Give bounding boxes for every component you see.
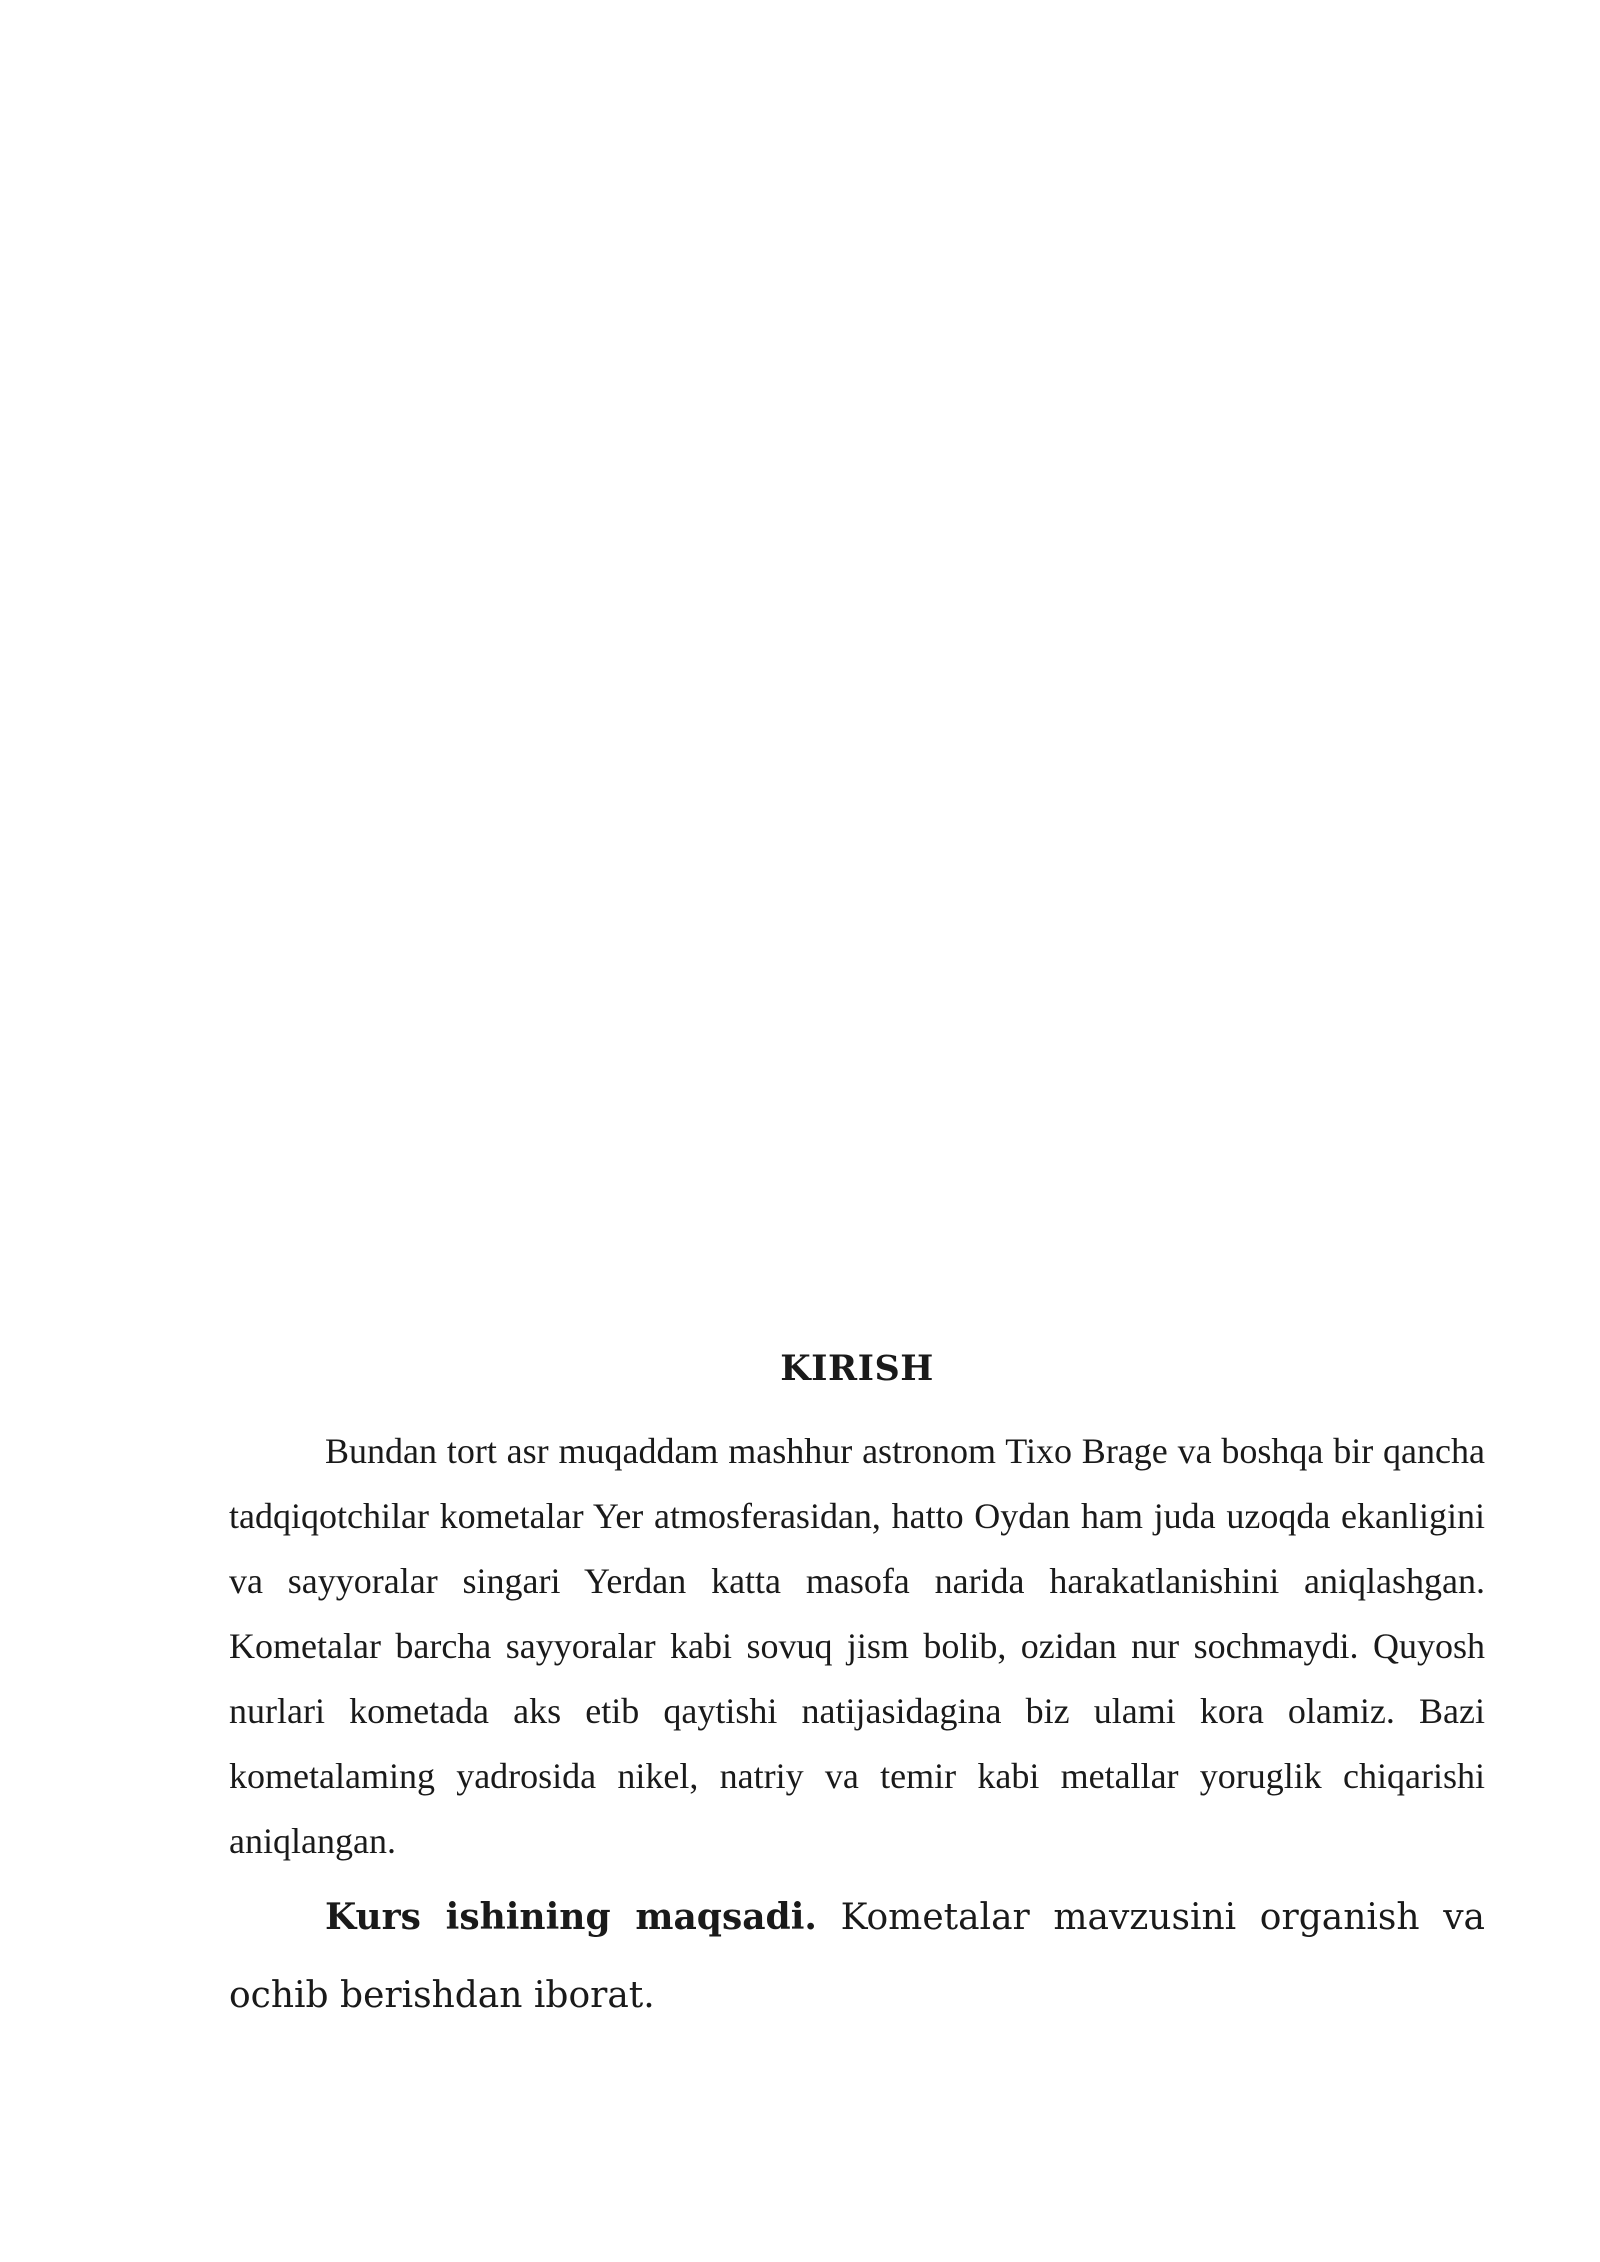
intro-paragraph: Bundan tort asr muqaddam mashhur astronom Tixo Brage va boshqa bir qancha tadqiqotchilar kometalar Yer atmosferasidan, hatto Oydan ham juda uzoqda ekanligini va sayyoralar singari Yerdan katta masofa narida harakatlanishini aniqlashgan. Kometalar barcha sayyoralar kabi sovuq jism bolib, ozidan nur sochmaydi. Quyosh nurlari kometada aks etib qaytishi natijasidagina biz ulami kora olamiz. Bazi kometalaming yadrosida nikel, natriy va temir kabi metallar yoruglik chiqarishi aniqlangan. [229,1431,1485,1861]
section-heading: KIRISH [780,1348,934,1389]
document-body [229,1348,1485,2035]
aim-label: Kurs ishining maqsadi. [325,1896,817,1938]
aim-text: Kometalar mavzusini organish va ochib berishdan iborat. [229,1897,1485,2016]
aim-paragraph [229,1878,1485,2035]
